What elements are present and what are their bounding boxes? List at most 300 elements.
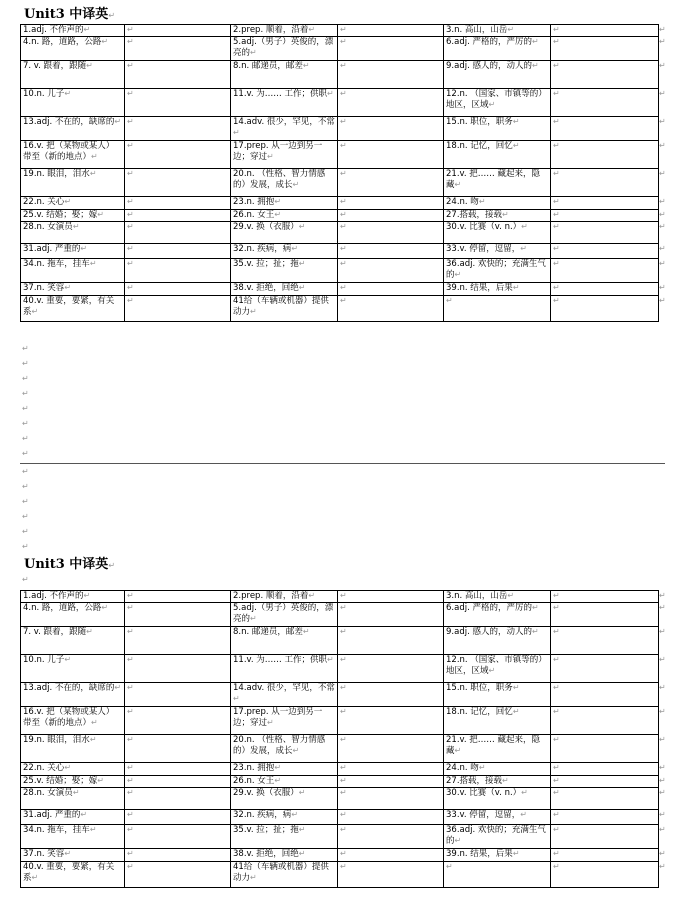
chinese-prompt-cell [21,117,125,141]
paragraph-mark: ↵ [72,788,80,797]
answer-cell[interactable] [338,810,444,825]
answer-cell[interactable] [551,735,659,763]
paragraph-mark: ↵ [340,222,347,231]
answer-cell[interactable] [338,61,444,89]
prompt-text: 19.n. 眼泪，泪水 [23,169,90,179]
chinese-prompt-cell [231,776,338,788]
empty-paragraph-mark: ↵ [22,497,29,506]
paragraph-mark: ↵ [531,603,539,612]
paragraph-mark: ↵ [507,25,515,34]
table-row [21,89,659,117]
row-end-mark: ↵ [659,25,666,34]
answer-cell[interactable] [338,707,444,735]
answer-cell[interactable] [338,296,444,322]
paragraph-mark: ↵ [127,117,134,126]
answer-cell[interactable] [125,810,231,825]
prompt-text: 25.v. 结婚；娶；嫁 [23,210,98,220]
answer-cell[interactable] [125,244,231,259]
paragraph-mark: ↵ [340,849,347,858]
paragraph-mark: ↵ [298,259,306,268]
answer-cell[interactable] [551,259,659,283]
row-end-mark: ↵ [659,61,666,70]
paragraph-mark: ↵ [340,776,347,785]
table-row [21,37,659,61]
prompt-text: 19.n. 眼泪，泪水 [23,735,90,745]
answer-cell[interactable] [125,197,231,210]
row-end-mark: ↵ [659,849,666,858]
prompt-text: 24.n. 吻 [446,763,479,773]
answer-cell[interactable] [125,259,231,283]
prompt-text: 25.v. 结婚；娶；嫁 [23,776,98,786]
answer-cell[interactable] [338,825,444,849]
paragraph-mark: ↵ [507,591,515,600]
prompt-text: 23.n. 拥抱 [233,197,275,207]
chinese-prompt-cell [21,627,125,655]
prompt-text: 32.n. 疾病，病 [233,810,292,820]
chinese-prompt-cell [231,197,338,210]
prompt-text: 6.adj. 严格的，严厉的 [446,37,532,47]
paragraph-mark: ↵ [302,61,310,70]
answer-cell[interactable] [125,707,231,735]
paragraph-mark: ↵ [91,717,98,727]
row-end-mark: ↵ [659,244,666,253]
table-row [21,296,659,322]
table-row [21,683,659,707]
page-title [24,7,115,24]
chinese-prompt-cell [231,222,338,244]
empty-paragraph-mark: ↵ [22,344,29,353]
paragraph-mark: ↵ [127,788,134,797]
row-end-mark: ↵ [659,117,666,126]
empty-paragraph-mark: ↵ [22,374,29,383]
answer-cell[interactable] [551,296,659,322]
prompt-text: 30.v. 比赛（v. n.） [446,788,522,798]
answer-cell[interactable] [125,862,231,888]
paragraph-mark: ↵ [340,763,347,772]
answer-cell[interactable] [338,117,444,141]
answer-cell[interactable] [551,244,659,259]
paragraph-mark: ↵ [127,259,134,268]
table-row [21,810,659,825]
paragraph-mark: ↵ [250,613,257,623]
paragraph-mark: ↵ [340,259,347,268]
prompt-text: 23.n. 拥抱 [233,763,275,773]
paragraph-mark: ↵ [291,810,299,819]
paragraph-mark: ↵ [340,788,347,797]
paragraph-mark: ↵ [308,591,316,600]
answer-cell[interactable] [338,862,444,888]
answer-cell[interactable] [551,849,659,862]
answer-cell[interactable] [338,210,444,222]
prompt-text: 3.n. 高山，山岳 [446,25,508,35]
chinese-prompt-cell [21,169,125,197]
paragraph-mark: ↵ [553,825,560,834]
answer-cell[interactable] [551,655,659,683]
paragraph-mark: ↵ [97,210,104,219]
answer-cell[interactable] [125,627,231,655]
chinese-prompt-cell [444,862,551,888]
answer-cell[interactable] [338,655,444,683]
table-row [21,244,659,259]
chinese-prompt-cell [444,169,551,197]
paragraph-mark: ↵ [553,141,560,150]
answer-cell[interactable] [551,825,659,849]
prompt-text: 27.搭载，接载 [446,776,503,786]
answer-cell[interactable] [125,591,231,603]
answer-cell[interactable] [551,683,659,707]
answer-cell[interactable] [125,117,231,141]
prompt-text: 18.n. 记忆，回忆 [446,141,513,151]
row-end-mark: ↵ [659,707,666,716]
chinese-prompt-cell [444,849,551,862]
paragraph-mark: ↵ [340,61,347,70]
chinese-prompt-cell [231,89,338,117]
chinese-prompt-cell [231,61,338,89]
table-row [21,849,659,862]
answer-cell[interactable] [551,61,659,89]
table-row [21,763,659,776]
paragraph-mark: ↵ [83,25,91,34]
paragraph-mark: ↵ [89,825,97,834]
answer-cell[interactable] [551,169,659,197]
paragraph-mark: ↵ [340,655,347,664]
chinese-prompt-cell [231,862,338,888]
answer-cell[interactable] [338,735,444,763]
paragraph-mark: ↵ [340,603,347,612]
paragraph-mark: ↵ [454,269,462,279]
answer-cell[interactable] [551,25,659,37]
answer-cell[interactable] [125,283,231,296]
paragraph-mark: ↵ [250,306,257,316]
paragraph-mark: ↵ [101,603,109,612]
chinese-prompt-cell [231,283,338,296]
paragraph-mark: ↵ [114,117,122,126]
paragraph-mark: ↵ [80,244,88,253]
table-row [21,735,659,763]
prompt-text: 39.n. 结果，后果 [446,283,513,293]
table-row [21,25,659,37]
prompt-text: 11.v. 为…… 工作；供职 [233,89,327,99]
answer-cell[interactable] [551,283,659,296]
answer-cell[interactable] [338,763,444,776]
chinese-prompt-cell [21,788,125,810]
answer-cell[interactable] [125,825,231,849]
answer-cell[interactable] [125,763,231,776]
answer-cell[interactable] [551,810,659,825]
paragraph-mark: ↵ [553,37,560,46]
paragraph-mark: ↵ [553,283,560,292]
chinese-prompt-cell [231,707,338,735]
answer-cell[interactable] [551,197,659,210]
paragraph-mark: ↵ [488,665,496,675]
prompt-text: 31.adj. 严重的 [23,244,81,254]
paragraph-mark: ↵ [127,169,134,178]
answer-cell[interactable] [125,25,231,37]
chinese-prompt-cell [444,591,551,603]
row-end-mark: ↵ [659,222,666,231]
chinese-prompt-cell [21,655,125,683]
chinese-prompt-cell [444,283,551,296]
empty-paragraph-mark: ↵ [22,467,29,476]
answer-cell[interactable] [125,655,231,683]
chinese-prompt-cell [231,735,338,763]
answer-cell[interactable] [338,37,444,61]
prompt-text: 29.v. 换（衣服） [233,222,299,232]
chinese-prompt-cell [444,788,551,810]
chinese-prompt-cell [21,862,125,888]
chinese-prompt-cell [444,683,551,707]
chinese-prompt-cell [444,763,551,776]
prompt-text: 7. v. 跟着，跟随 [23,61,87,71]
answer-cell[interactable] [338,683,444,707]
answer-cell[interactable] [338,25,444,37]
chinese-prompt-cell [21,25,125,37]
paragraph-mark: ↵ [127,763,134,772]
table-row [21,210,659,222]
table-row [21,259,659,283]
paragraph-mark: ↵ [127,862,134,871]
paragraph-mark: ↵ [127,683,134,692]
empty-paragraph-mark: ↵ [22,482,29,491]
paragraph-mark: ↵ [127,591,134,600]
answer-cell[interactable] [551,37,659,61]
paragraph-mark: ↵ [521,788,528,797]
paragraph-mark: ↵ [64,283,72,292]
prompt-text: 21.v. 把…… 藏起来，隐藏 [446,169,540,190]
paragraph-mark: ↵ [64,763,72,772]
answer-cell[interactable] [125,849,231,862]
row-end-mark: ↵ [659,296,666,305]
answer-cell[interactable] [125,210,231,222]
prompt-text: 16.v. 把（某物或某人）带至（新的地点） [23,141,115,162]
paragraph-mark: ↵ [553,627,560,636]
answer-cell[interactable] [338,197,444,210]
answer-cell[interactable] [125,141,231,169]
answer-cell[interactable] [338,259,444,283]
answer-cell[interactable] [551,117,659,141]
answer-cell[interactable] [338,283,444,296]
chinese-prompt-cell [231,259,338,283]
prompt-text: 10.n. 儿子 [23,89,65,99]
paragraph-mark: ↵ [488,99,496,109]
chinese-prompt-cell [444,259,551,283]
paragraph-mark: ↵ [553,222,560,231]
prompt-text: 28.n. 女演员 [23,222,73,232]
paragraph-mark: ↵ [127,776,134,785]
answer-cell[interactable] [551,141,659,169]
prompt-text: 38.v. 拒绝，回绝 [233,283,299,293]
answer-cell[interactable] [551,707,659,735]
answer-cell[interactable] [551,210,659,222]
empty-paragraph-mark: ↵ [22,389,29,398]
vocab-table [20,24,659,322]
prompt-text: 13.adj. 不在的，缺席的 [23,683,115,693]
row-end-mark: ↵ [659,283,666,292]
paragraph-mark: ↵ [64,197,72,206]
prompt-text: 36.adj. 欢快的；充满生气的 [446,259,546,280]
answer-cell[interactable] [338,603,444,627]
paragraph-mark: ↵ [298,222,306,231]
answer-cell[interactable] [551,591,659,603]
chinese-prompt-cell [231,810,338,825]
answer-cell[interactable] [338,849,444,862]
answer-cell[interactable] [125,296,231,322]
paragraph-mark: ↵ [454,835,462,845]
answer-cell[interactable] [125,169,231,197]
paragraph-mark: ↵ [127,296,134,305]
prompt-text: 12.n. （国家、市镇等的）地区，区域 [446,89,547,110]
answer-cell[interactable] [338,776,444,788]
paragraph-mark: ↵ [127,707,134,716]
paragraph-mark: ↵ [127,825,134,834]
answer-cell[interactable] [551,862,659,888]
paragraph-mark: ↵ [502,776,509,785]
answer-cell[interactable] [338,244,444,259]
row-end-mark: ↵ [659,591,666,600]
answer-cell[interactable] [125,603,231,627]
answer-cell[interactable] [338,591,444,603]
answer-cell[interactable] [338,141,444,169]
answer-cell[interactable] [125,61,231,89]
prompt-text: 14.adv. 很少，罕见，不常 [233,117,335,127]
chinese-prompt-cell [444,222,551,244]
paragraph-mark: ↵ [340,735,347,744]
chinese-prompt-cell [21,296,125,322]
table-row [21,197,659,210]
chinese-prompt-cell [231,117,338,141]
chinese-prompt-cell [231,244,338,259]
answer-cell[interactable] [125,776,231,788]
chinese-prompt-cell [21,89,125,117]
paragraph-mark: ↵ [31,872,39,882]
paragraph-mark: ↵ [86,627,93,636]
prompt-text: 35.v. 拉；扯；拖 [233,825,299,835]
chinese-prompt-cell [444,141,551,169]
answer-cell[interactable] [125,788,231,810]
chinese-prompt-cell [231,210,338,222]
paragraph-mark: ↵ [340,862,347,871]
paragraph-mark: ↵ [531,627,539,636]
paragraph-mark: ↵ [89,259,97,268]
paragraph-mark: ↵ [127,810,134,819]
paragraph-mark: ↵ [89,169,97,178]
chinese-prompt-cell [21,61,125,89]
paragraph-mark: ↵ [553,862,560,871]
paragraph-mark: ↵ [478,763,486,772]
paragraph-mark: ↵ [308,25,316,34]
paragraph-mark: ↵ [267,151,274,161]
answer-cell[interactable] [338,788,444,810]
table-row [21,222,659,244]
prompt-text: 1.adj. 不作声的 [23,25,84,35]
answer-cell[interactable] [338,89,444,117]
paragraph-mark: ↵ [298,788,306,797]
empty-paragraph-mark: ↵ [22,404,29,413]
answer-cell[interactable] [125,735,231,763]
answer-cell[interactable] [125,89,231,117]
table-row [21,825,659,849]
paragraph-mark: ↵ [83,591,91,600]
answer-cell[interactable] [338,169,444,197]
paragraph-mark: ↵ [553,25,560,34]
answer-cell[interactable] [125,683,231,707]
chinese-prompt-cell [21,591,125,603]
table-row [21,627,659,655]
prompt-text: 1.adj. 不作声的 [23,591,84,601]
row-end-mark: ↵ [659,810,666,819]
paragraph-mark: ↵ [553,259,560,268]
paragraph-mark: ↵ [80,810,88,819]
prompt-text: 26.n. 女王 [233,776,275,786]
paragraph-mark: ↵ [553,61,560,70]
paragraph-mark: ↵ [478,197,486,206]
paragraph-mark: ↵ [127,89,134,98]
answer-cell[interactable] [551,222,659,244]
paragraph-mark: ↵ [233,127,240,137]
paragraph-mark: ↵ [512,683,520,692]
paragraph-mark: ↵ [302,627,310,636]
paragraph-mark: ↵ [291,244,299,253]
page-break-line [20,463,665,464]
answer-cell[interactable] [551,763,659,776]
answer-cell[interactable] [338,222,444,244]
paragraph-mark: ↵ [340,283,347,292]
chinese-prompt-cell [21,683,125,707]
answer-cell[interactable] [551,776,659,788]
row-end-mark: ↵ [659,210,666,219]
paragraph-mark: ↵ [274,776,282,785]
paragraph-mark: ↵ [340,627,347,636]
answer-cell[interactable] [125,37,231,61]
answer-cell[interactable] [338,627,444,655]
paragraph-mark: ↵ [340,810,347,819]
paragraph-mark: ↵ [114,683,122,692]
paragraph-mark: ↵ [553,776,560,785]
paragraph-mark: ↵ [553,210,560,219]
chinese-prompt-cell [231,849,338,862]
paragraph-mark: ↵ [108,11,116,20]
chinese-prompt-cell [231,591,338,603]
paragraph-mark: ↵ [298,283,306,292]
paragraph-mark: ↵ [267,717,274,727]
paragraph-mark: ↵ [553,788,560,797]
paragraph-mark: ↵ [31,306,39,316]
chinese-prompt-cell [444,627,551,655]
paragraph-mark: ↵ [340,707,347,716]
answer-cell[interactable] [551,788,659,810]
chinese-prompt-cell [444,603,551,627]
paragraph-mark: ↵ [553,707,560,716]
row-end-mark: ↵ [659,169,666,178]
answer-cell[interactable] [551,603,659,627]
paragraph-mark: ↵ [127,25,134,34]
paragraph-mark: ↵ [340,244,347,253]
table-row [21,591,659,603]
paragraph-mark: ↵ [64,655,72,664]
answer-cell[interactable] [125,222,231,244]
prompt-text: 35.v. 拉；扯；拖 [233,259,299,269]
answer-cell[interactable] [551,627,659,655]
answer-cell[interactable] [551,89,659,117]
chinese-prompt-cell [444,776,551,788]
row-end-mark: ↵ [659,37,666,46]
prompt-text: 12.n. （国家、市镇等的）地区，区域 [446,655,547,676]
paragraph-mark: ↵ [340,825,347,834]
row-end-mark: ↵ [659,788,666,797]
empty-paragraph-mark: ↵ [22,419,29,428]
prompt-text: 5.adj.（男子）英俊的，漂亮的 [233,603,334,624]
chinese-prompt-cell [444,707,551,735]
